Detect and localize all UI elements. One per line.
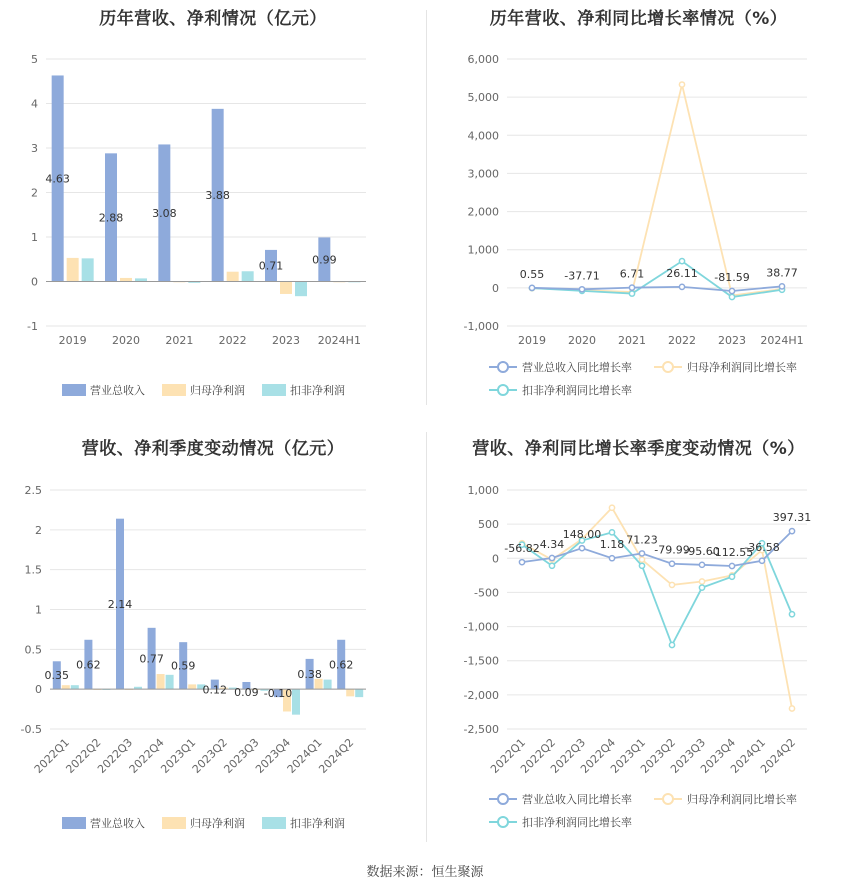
data-labels [45,172,336,272]
x-tick-label: 2023Q2 [638,735,679,776]
x-tick-label: 2022Q4 [126,735,167,776]
bar-扣非净利润 [355,689,363,697]
x-tick-label: 2022Q1 [31,735,72,776]
data-label: 0.62 [328,658,354,672]
data-point [579,287,584,292]
data-label: -112.55 [710,545,754,559]
x-tick-label: 2022Q2 [63,735,104,776]
x-tick-label: 2024Q2 [758,735,799,776]
legend-swatch [262,817,286,829]
y-tick-label: 3,000 [467,167,499,181]
data-labels [504,511,811,559]
y-tick-label: -2,500 [463,723,499,736]
data-point [789,706,794,711]
x-tick-label: 2024Q1 [284,735,325,776]
x-tick-label: 2024Q2 [316,735,357,776]
y-tick-label: 0 [35,683,42,697]
legend-swatch [262,384,286,396]
data-label: 0.62 [76,658,101,672]
data-point [729,294,734,299]
data-point [729,574,734,579]
legend-swatch [162,817,186,829]
x-tick-label: 2020 [568,334,596,347]
chart-svg [427,0,850,420]
data-point [779,284,784,289]
legend-label: 归母净利润同比增长率 [687,361,797,374]
legend-marker [498,794,508,804]
data-point [609,556,614,561]
data-point [679,82,684,87]
x-tick-label: 2021 [618,334,646,347]
y-tick-label: 0 [492,281,499,295]
annual-revenue-profit-panel [0,0,426,420]
data-label: 3.08 [152,206,177,220]
y-tick-label: -1 [27,320,38,333]
y-tick-label: 5,000 [467,91,499,105]
data-label: 0.35 [44,669,70,683]
y-tick-label: -1,000 [463,320,499,333]
y-tick-label: 5 [31,53,38,66]
legend-marker [663,794,673,804]
x-tick-label: 2022 [218,334,247,347]
x-tick-label: 2024H1 [317,334,361,347]
chart-legend [62,383,345,397]
y-tick-label: 500 [478,518,499,532]
data-point [699,562,704,567]
y-tick-label: 2.5 [24,484,42,497]
data-point [789,612,794,617]
y-tick-label: 0.5 [24,643,42,657]
annual-growth-rate-panel [427,0,850,420]
data-point [579,546,584,551]
y-tick-label: 3 [31,142,38,155]
x-tick-label: 2024H1 [760,334,804,347]
bar-归母净利润 [227,272,239,282]
legend-marker [498,362,508,372]
chart-title: 营收、净利季度变动情况（亿元） [81,439,345,459]
legend-marker [663,362,673,372]
legend-marker [498,385,508,395]
data-label: 0.99 [312,253,337,267]
chart-legend [489,360,797,397]
data-label: 0.09 [234,685,259,699]
data-label: 4.34 [539,537,565,551]
data-label: 26.11 [666,266,698,280]
data-label: 0.71 [258,259,284,273]
data-point [679,259,684,264]
chart-title: 历年营收、净利同比增长率情况（%） [489,9,788,29]
x-tick-label: 2022Q3 [95,735,136,776]
legend-label: 营业总收入 [90,817,145,830]
x-tick-label: 2022Q2 [518,735,559,776]
data-point [669,582,674,587]
data-point [639,557,644,562]
data-point [759,558,764,563]
data-point [729,288,734,293]
data-point [789,529,794,534]
chart-svg [0,420,426,850]
bar-归母净利润 [346,689,354,696]
bar-扣非净利润 [82,258,94,281]
y-tick-label: 6,000 [467,53,499,66]
x-tick-label: 2023Q3 [668,735,709,776]
gridlines [507,59,807,326]
x-tick-label: 2023 [272,334,300,347]
x-tick-label: 2022 [668,334,696,347]
data-label: 1.18 [599,538,625,552]
data-label: 71.23 [626,533,658,547]
x-tick-label: 2019 [518,334,546,347]
x-tick-label: 2023Q1 [158,735,199,776]
x-tick-label: 2022Q3 [548,735,589,776]
data-point [699,579,704,584]
gridlines [507,490,807,729]
legend-swatch [62,384,86,396]
series-营业总收入同比增长率 [529,284,784,294]
data-label: 148.00 [562,528,602,542]
legend-label: 扣非净利润同比增长率 [522,384,632,397]
data-label: 0.38 [297,668,322,682]
bar-归母净利润 [280,282,292,294]
data-point [679,284,684,289]
data-source-note: 数据来源：恒生聚源 [366,865,484,880]
chart-svg [427,420,850,850]
legend-label: 归母净利润同比增长率 [687,793,797,806]
series-归母净利润同比增长率 [529,82,784,298]
chart-legend [62,816,345,830]
data-point [609,530,614,535]
x-tick-label: 2020 [112,334,140,347]
data-label: 6.71 [619,267,645,281]
data-label: 0.77 [139,652,164,666]
y-tick-label: 2 [31,186,38,200]
legend-label: 扣非净利润 [290,384,345,397]
bar-归母净利润 [157,674,165,689]
chart-title: 历年营收、净利情况（亿元） [99,9,327,29]
bar-扣非净利润 [292,689,300,714]
y-tick-label: -1,000 [463,620,499,634]
data-point [629,285,634,290]
bar-归母净利润 [188,684,196,689]
quarterly-growth-rate-panel [427,420,850,850]
y-tick-label: 0 [492,552,499,566]
x-tick-label: 2019 [58,334,87,347]
data-label: -37.71 [564,269,600,283]
x-tick-label: 2024Q1 [728,735,769,776]
data-label: 0.59 [170,659,196,673]
y-tick-label: 4 [31,97,38,111]
bar-扣非净利润 [295,282,307,297]
chart-title: 营收、净利同比增长率季度变动情况（%） [472,439,805,459]
legend-label: 归母净利润 [190,817,245,830]
legend-label: 营业总收入同比增长率 [522,793,632,806]
y-tick-label: -0.5 [20,723,42,736]
data-point [669,561,674,566]
legend-label: 营业总收入同比增长率 [522,361,632,374]
data-point [549,563,554,568]
bar-归母净利润 [62,685,70,689]
chart-svg [0,0,426,420]
y-tick-label: 1.5 [24,563,42,577]
data-point [549,555,554,560]
x-tick-label: 2023Q4 [698,735,739,776]
x-tick-label: 2023Q3 [221,735,262,776]
data-label: -95.60 [684,544,720,558]
y-tick-label: 2 [35,523,42,537]
x-tick-label: 2023Q4 [253,735,294,776]
y-tick-label: 1 [31,231,38,244]
data-point [529,285,534,290]
legend-swatch [162,384,186,396]
legend-label: 扣非净利润 [290,817,345,830]
legend-label: 归母净利润 [190,384,245,397]
data-label: 0.55 [519,267,545,281]
data-label: 4.63 [45,172,70,186]
x-tick-label: 2022Q1 [488,735,529,776]
bar-归母净利润 [120,278,132,282]
data-point [629,291,634,296]
data-label: 397.31 [772,511,812,525]
bar-归母净利润 [67,258,79,282]
data-label: 0.12 [202,683,228,697]
x-tick-label: 2023Q2 [189,735,230,776]
data-label: 38.77 [766,266,798,280]
y-tick-label: -2,000 [463,688,499,702]
bar-扣非净利润 [242,271,254,281]
bar-扣非净利润 [166,675,174,689]
y-tick-label: -500 [474,586,499,600]
x-tick-label: 2021 [165,334,194,347]
y-tick-label: 4,000 [467,129,499,143]
legend-swatch [62,817,86,829]
data-point [699,585,704,590]
x-tick-label: 2023 [718,334,746,347]
bar-扣非净利润 [71,685,79,689]
y-tick-label: -1,500 [463,654,499,668]
x-tick-label: 2023Q1 [608,735,649,776]
data-point [639,551,644,556]
quarterly-revenue-profit-panel [0,420,426,850]
legend-label: 扣非净利润同比增长率 [522,816,632,829]
legend-marker [498,817,508,827]
bar-扣非净利润 [324,680,332,690]
y-tick-label: 1,000 [467,243,499,257]
data-label: -56.82 [504,542,540,556]
y-tick-label: 1 [35,603,42,617]
data-label: 2.14 [107,597,133,611]
data-point [519,560,524,565]
y-tick-label: 1,000 [467,484,499,497]
chart-legend [489,792,797,829]
y-tick-label: 2,000 [467,205,499,219]
y-tick-label: 0 [31,275,38,289]
data-label: 2.88 [98,211,124,225]
data-label: -79.99 [654,543,690,557]
data-point [639,563,644,568]
data-point [609,505,614,510]
data-point [669,642,674,647]
data-label: 3.88 [205,189,230,203]
data-label: -0.10 [263,687,293,701]
data-label: -81.59 [714,270,750,284]
series-line [532,85,782,296]
x-tick-label: 2022Q4 [578,735,619,776]
data-point [729,563,734,568]
legend-label: 营业总收入 [90,384,145,397]
data-label: -36.58 [744,540,780,554]
